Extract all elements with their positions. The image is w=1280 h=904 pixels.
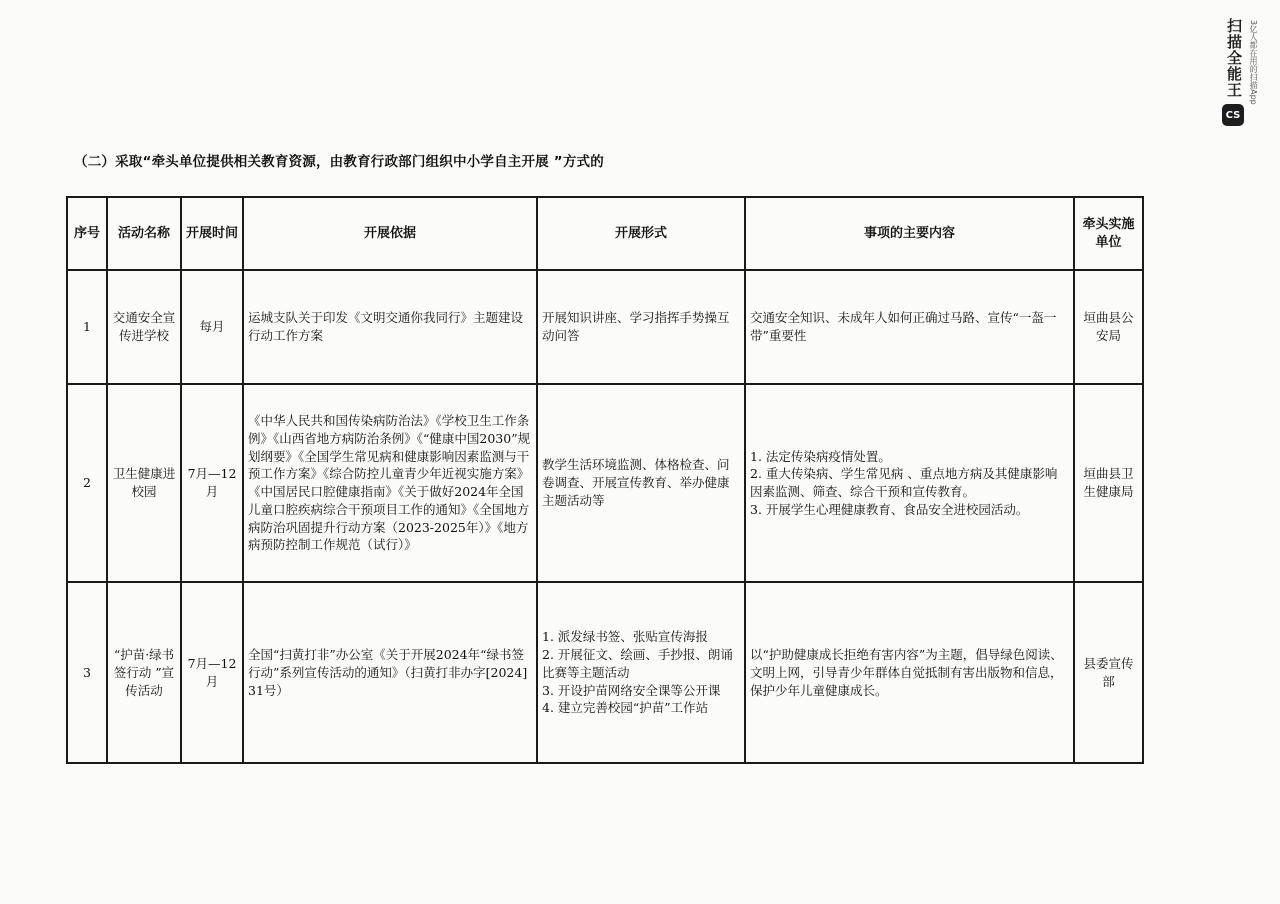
header-basis: 开展依据	[243, 197, 537, 270]
section-title: （二）采取“牵头单位提供相关教育资源，由教育行政部门组织中小学自主开展 ”方式的	[74, 154, 604, 170]
header-unit: 牵头实施单位	[1074, 197, 1143, 270]
camscanner-logo-icon: CS	[1222, 104, 1244, 126]
header-time: 开展时间	[181, 197, 243, 270]
header-content: 事项的主要内容	[745, 197, 1074, 270]
table-row	[67, 384, 1143, 583]
row-form: 教学生活环境监测、体格检查、问卷调查、开展宣传教育、举办健康主题活动等	[537, 384, 745, 583]
header-name: 活动名称	[107, 197, 181, 270]
row-content: 以“护助健康成长拒绝有害内容”为主题，倡导绿色阅读、文明上网，引导青少年群体自觉抵制有害出版物和信息，保护少年儿童健康成长。	[745, 582, 1074, 763]
content-item: 2. 重大传染病、学生常见病 、重点地方病及其健康影响因素监测、筛查、综合干预和宣传教育。	[750, 466, 1058, 500]
table-row	[67, 582, 1143, 763]
row-name: 卫生健康进校园	[107, 384, 181, 583]
header-no: 序号	[67, 197, 107, 270]
row-name: 交通安全宣传进学校	[107, 270, 181, 384]
row-basis: 全国“扫黄打非”办公室《关于开展2024年“绿书签行动”系列宣传活动的通知》（扫黄打非办字[2024]31号）	[243, 582, 537, 763]
row-unit: 垣曲县公安局	[1074, 270, 1143, 384]
row-time: 7月—12月	[181, 582, 243, 763]
row-basis: 《中华人民共和国传染病防治法》《学校卫生工作条例》《山西省地方病防治条例》《“健康中国2030”规划纲要》《全国学生常见病和健康影响因素监测与干预工作方案》《综合防控儿童青少年近视实施方案》《中国居民口腔健康指南》《关于做好2024年全国儿童口腔疾病综合干预项目工作的通知》《全国地方病防治巩固提升行动方案（2023-2025年）》《地方病预防控制工作规范（试行）》	[243, 384, 537, 583]
row-no: 3	[67, 582, 107, 763]
row-time: 7月—12月	[181, 384, 243, 583]
watermark-tagline: 3亿人都在用的扫描App	[1249, 20, 1258, 105]
row-unit: 县委宣传部	[1074, 582, 1143, 763]
row-content	[745, 384, 1074, 583]
row-form: 开展知识讲座、学习指挥手势操互动问答	[537, 270, 745, 384]
header-form: 开展形式	[537, 197, 745, 270]
row-content: 交通安全知识、未成年人如何正确过马路、宣传“一盔一带”重要性	[745, 270, 1074, 384]
content-item: 1. 法定传染病疫情处置。	[750, 448, 891, 464]
watermark-brand: 扫描全能王	[1225, 18, 1243, 98]
form-item: 4. 建立完善校园“护苗”工作站	[542, 700, 709, 716]
form-item: 1. 派发绿书签、张贴宣传海报	[542, 629, 708, 645]
row-basis: 运城支队关于印发《文明交通你我同行》主题建设行动工作方案	[243, 270, 537, 384]
scanner-watermark	[1222, 18, 1272, 148]
table-row	[67, 270, 1143, 384]
row-time: 每月	[181, 270, 243, 384]
form-item: 2. 开展征文、绘画、手抄报、朗诵比赛等主题活动	[542, 647, 733, 680]
form-item: 3. 开设护苗网络安全课等公开课	[542, 682, 721, 698]
content-item: 3. 开展学生心理健康教育、食品安全进校园活动。	[750, 501, 1029, 517]
row-form	[537, 582, 745, 763]
row-no: 1	[67, 270, 107, 384]
activity-table	[66, 196, 1144, 764]
table-header-row	[67, 197, 1143, 270]
row-name: “护苗·绿书签行动 ”宣传活动	[107, 582, 181, 763]
row-no: 2	[67, 384, 107, 583]
row-unit: 垣曲县卫生健康局	[1074, 384, 1143, 583]
